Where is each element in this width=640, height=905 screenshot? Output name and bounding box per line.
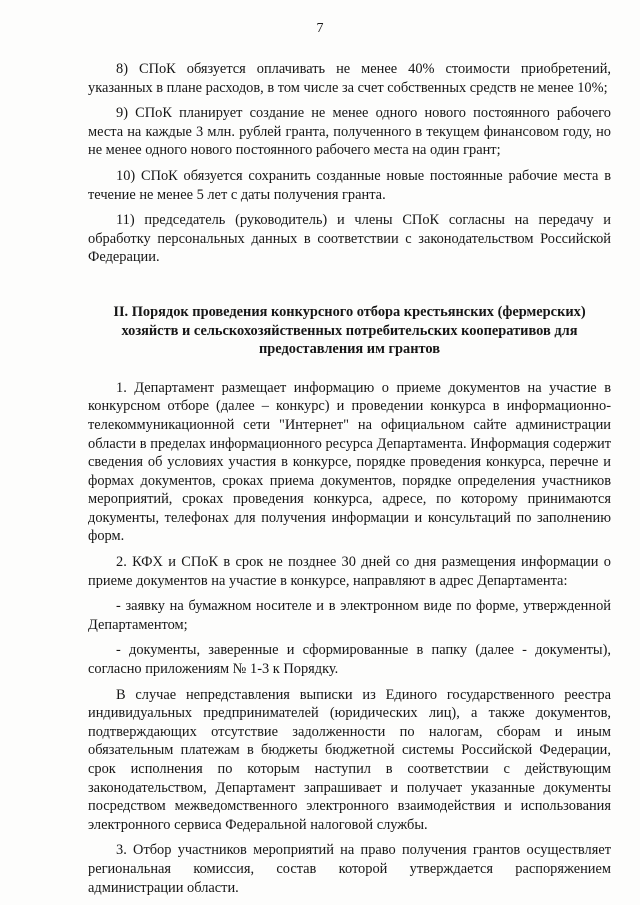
document-body: [88, 60, 611, 897]
paragraph-item-10: 10) СПоК обязуется сохранить созданные новые постоянные рабочие места в течение не менее 5 лет с даты получения гранта.: [88, 167, 611, 203]
page-number: 7: [316, 21, 324, 36]
list-item-documents: - документы, заверенные и сформированные в папку (далее - документы), согласно приложениям № 1-3 к Порядку.: [88, 642, 611, 678]
paragraph-extract-request: В случае непредставления выписки из Единого государственного реестра индивидуальных предпринимателей (юридических лиц), а также документов, подтверждающих отсутствие задолженности по налогам, сборам и иным обязательным платежам в бюджеты бюджетной системы Российской Федерации, срок исполнения по которым наступил в соответствии с действующим законодательством, Департамент запрашивает и получает указанные документы посредством межведомственного электронного взаимодействия и использования электронного сервиса Федеральной налоговой службы.: [88, 686, 611, 833]
paragraph-item-9: 9) СПоК планирует создание не менее одного нового постоянного рабочего места на каждые 3 млн. рублей гранта, полученного в текущем финансовом году, но не менее одного нового постоянного рабочего места на один грант;: [88, 105, 611, 159]
paragraph-clause-2: 2. КФХ и СПоК в срок не позднее 30 дней со дня размещения информации о приеме документов на участие в конкурсе, направляют в адрес Департамента:: [88, 554, 611, 589]
paragraph-item-8: 8) СПоК обязуется оплачивать не менее 40% стоимости приобретений, указанных в плане расходов, в том числе за счет собственных средств не менее 10%;: [88, 61, 611, 96]
list-item-application: - заявку на бумажном носителе и в электронном виде по форме, утвержденной Департаментом;: [88, 598, 611, 633]
paragraph-clause-1: 1. Департамент размещает информацию о приеме документов на участие в конкурсном отборе (далее – конкурс) и проведении конкурса в информационно-телекоммуникационной сети "Интернет" на официальном сайте администрации области в пределах информационного ресурса Департамента. Информация содержит сведения об условиях участия в конкурсе, порядке проведения конкурса, перечне и формах документов, сроках приема документов, порядке определения участников мероприятий, сроках проведения конкурса, адресе, по которому принимаются документы, телефонах для получения информации и консультаций по заполнению форм.: [88, 379, 611, 545]
section-heading: II. Порядок проведения конкурсного отбора крестьянских (фермерских) хозяйств и сельскохозяйственных потребительских кооперативов для предоставления им грантов: [113, 303, 586, 358]
paragraph-item-11: 11) председатель (руководитель) и члены СПоК согласны на передачу и обработку персональных данных в соответствии с законодательством Российской Федерации.: [88, 212, 611, 266]
paragraph-clause-3: 3. Отбор участников мероприятий на право получения грантов осуществляет региональная комиссия, состав которой утверждается распоряжением администрации области.: [88, 842, 611, 896]
